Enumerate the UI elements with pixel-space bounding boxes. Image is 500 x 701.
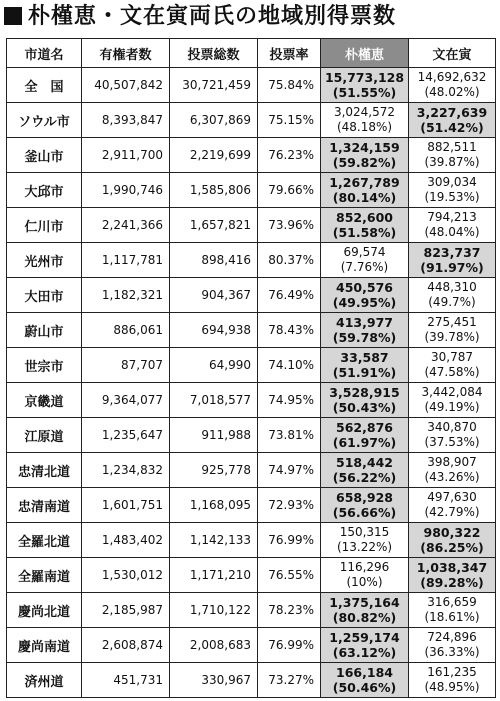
park-vote-count: 1,324,159: [329, 140, 400, 155]
moon-vote-percent: (51.42%): [420, 120, 484, 135]
park-vote-percent: (50.43%): [332, 400, 397, 415]
voters-cell: 1,990,746: [82, 173, 170, 208]
moon-vote-percent: (89.28%): [420, 575, 484, 590]
table-row: [7, 418, 496, 453]
moon-vote-count: 448,310: [427, 280, 477, 294]
region-name: 忠清南道: [7, 488, 82, 523]
turnout-cell: 76.23%: [258, 138, 321, 173]
turnout-cell: 73.96%: [258, 208, 321, 243]
region-name: 釜山市: [7, 138, 82, 173]
table-row: [7, 243, 496, 278]
park-votes-cell: [321, 208, 409, 243]
park-votes-cell: [321, 243, 409, 278]
total-votes-cell: 1,710,122: [170, 593, 258, 628]
park-vote-count: 658,928: [336, 490, 393, 505]
voters-cell: 2,241,366: [82, 208, 170, 243]
turnout-cell: 80.37%: [258, 243, 321, 278]
total-votes-cell: 1,171,210: [170, 558, 258, 593]
table-row: [7, 628, 496, 663]
moon-vote-count: 398,907: [427, 455, 477, 469]
park-vote-percent: (48.18%): [336, 120, 393, 134]
moon-vote-count: 794,213: [427, 210, 477, 224]
region-name: 慶尚北道: [7, 593, 82, 628]
moon-votes-cell: [409, 593, 496, 628]
park-vote-percent: (13.22%): [336, 540, 393, 554]
park-votes-cell: [321, 383, 409, 418]
park-votes-cell: [321, 593, 409, 628]
voters-cell: 1,601,751: [82, 488, 170, 523]
moon-vote-count: 3,227,639: [416, 105, 488, 120]
table-row: [7, 313, 496, 348]
turnout-cell: 76.49%: [258, 278, 321, 313]
park-vote-count: 69,574: [343, 245, 386, 259]
moon-vote-percent: (47.58%): [424, 365, 480, 379]
total-votes-cell: 1,657,821: [170, 208, 258, 243]
turnout-cell: 74.97%: [258, 453, 321, 488]
total-votes-cell: 911,988: [170, 418, 258, 453]
table-row: [7, 453, 496, 488]
park-vote-count: 33,587: [340, 350, 389, 365]
voters-cell: 40,507,842: [82, 68, 170, 103]
region-name: 仁川市: [7, 208, 82, 243]
park-votes-cell: [321, 348, 409, 383]
page-title: [4, 2, 396, 32]
table-row: [7, 663, 496, 698]
moon-votes-cell: [409, 68, 496, 103]
moon-vote-percent: (37.53%): [424, 435, 480, 449]
total-votes-cell: 30,721,459: [170, 68, 258, 103]
park-vote-percent: (80.82%): [332, 610, 397, 625]
total-votes-cell: 904,367: [170, 278, 258, 313]
park-vote-percent: (51.58%): [332, 225, 397, 240]
park-votes-cell: [321, 173, 409, 208]
total-votes-cell: 64,990: [170, 348, 258, 383]
park-votes-cell: [321, 138, 409, 173]
park-votes-cell: [321, 663, 409, 698]
turnout-cell: 75.15%: [258, 103, 321, 138]
park-vote-count: 1,259,174: [329, 630, 400, 645]
moon-votes-cell: [409, 138, 496, 173]
park-vote-percent: (51.55%): [332, 85, 397, 100]
moon-vote-count: 724,896: [427, 630, 477, 644]
park-vote-count: 562,876: [336, 420, 393, 435]
moon-vote-count: 161,235: [427, 665, 477, 679]
region-name: 世宗市: [7, 348, 82, 383]
moon-votes-cell: [409, 173, 496, 208]
table-header: [7, 39, 496, 68]
moon-votes-cell: [409, 313, 496, 348]
region-name: 江原道: [7, 418, 82, 453]
park-vote-percent: (51.91%): [332, 365, 397, 380]
turnout-cell: 72.93%: [258, 488, 321, 523]
park-vote-count: 518,442: [336, 455, 393, 470]
region-name: 全羅南道: [7, 558, 82, 593]
table-row: [7, 138, 496, 173]
moon-vote-percent: (49.7%): [428, 295, 476, 309]
moon-votes-cell: [409, 488, 496, 523]
park-vote-percent: (59.82%): [332, 155, 397, 170]
moon-vote-count: 309,034: [427, 175, 477, 189]
total-votes-cell: 1,168,095: [170, 488, 258, 523]
voters-cell: 1,182,321: [82, 278, 170, 313]
total-votes-cell: 7,018,577: [170, 383, 258, 418]
table-row: [7, 68, 496, 103]
moon-votes-cell: [409, 208, 496, 243]
park-votes-cell: [321, 418, 409, 453]
turnout-cell: 78.23%: [258, 593, 321, 628]
header-park: 朴槿恵: [321, 39, 409, 68]
region-name: 蔚山市: [7, 313, 82, 348]
park-vote-count: 450,576: [336, 280, 393, 295]
moon-vote-count: 275,451: [427, 315, 477, 329]
table-row: [7, 278, 496, 313]
moon-vote-percent: (39.78%): [424, 330, 480, 344]
turnout-cell: 73.81%: [258, 418, 321, 453]
moon-votes-cell: [409, 348, 496, 383]
total-votes-cell: 925,778: [170, 453, 258, 488]
header-turnout: 投票率: [258, 39, 321, 68]
region-name: 全羅北道: [7, 523, 82, 558]
table-row: [7, 488, 496, 523]
total-votes-cell: 330,967: [170, 663, 258, 698]
table-row: [7, 208, 496, 243]
table-row: [7, 593, 496, 628]
total-votes-cell: 694,938: [170, 313, 258, 348]
park-votes-cell: [321, 453, 409, 488]
moon-vote-count: 980,322: [423, 525, 481, 540]
header-voters: 有権者数: [82, 39, 170, 68]
moon-vote-percent: (91.97%): [420, 260, 484, 275]
moon-votes-cell: [409, 418, 496, 453]
total-votes-cell: 1,142,133: [170, 523, 258, 558]
park-vote-percent: (10%): [346, 575, 383, 589]
park-votes-cell: [321, 313, 409, 348]
region-name: 済州道: [7, 663, 82, 698]
park-vote-percent: (56.66%): [332, 505, 397, 520]
voters-cell: 1,235,647: [82, 418, 170, 453]
turnout-cell: 76.99%: [258, 628, 321, 663]
moon-vote-percent: (48.02%): [424, 85, 480, 99]
region-name: 京畿道: [7, 383, 82, 418]
voters-cell: 2,911,700: [82, 138, 170, 173]
moon-votes-cell: [409, 523, 496, 558]
park-vote-percent: (80.14%): [332, 190, 397, 205]
park-vote-percent: (63.12%): [332, 645, 397, 660]
header-region: 市道名: [7, 39, 82, 68]
region-name: 大邱市: [7, 173, 82, 208]
park-vote-percent: (61.97%): [332, 435, 397, 450]
turnout-cell: 73.27%: [258, 663, 321, 698]
moon-vote-percent: (48.95%): [424, 680, 480, 694]
total-votes-cell: 1,585,806: [170, 173, 258, 208]
moon-vote-count: 316,659: [427, 595, 477, 609]
moon-vote-count: 30,787: [431, 350, 473, 364]
page-title-text: 朴槿恵・文在寅両氏の地域別得票数: [28, 4, 397, 29]
moon-vote-count: 823,737: [423, 245, 481, 260]
region-name: 全 国: [7, 68, 82, 103]
park-votes-cell: [321, 523, 409, 558]
table-row: [7, 523, 496, 558]
park-votes-cell: [321, 68, 409, 103]
voters-cell: 9,364,077: [82, 383, 170, 418]
voters-cell: 886,061: [82, 313, 170, 348]
park-vote-percent: (50.46%): [332, 680, 397, 695]
table-row: [7, 348, 496, 383]
turnout-cell: 76.99%: [258, 523, 321, 558]
moon-vote-percent: (19.53%): [424, 190, 480, 204]
park-vote-count: 1,267,789: [329, 175, 400, 190]
moon-votes-cell: [409, 383, 496, 418]
total-votes-cell: 898,416: [170, 243, 258, 278]
region-name: 忠清北道: [7, 453, 82, 488]
moon-votes-cell: [409, 558, 496, 593]
moon-vote-percent: (43.26%): [424, 470, 480, 484]
region-name: ソウル市: [7, 103, 82, 138]
voters-cell: 1,234,832: [82, 453, 170, 488]
turnout-cell: 75.84%: [258, 68, 321, 103]
voters-cell: 2,608,874: [82, 628, 170, 663]
header-moon: 文在寅: [409, 39, 496, 68]
voters-cell: 87,707: [82, 348, 170, 383]
park-votes-cell: [321, 628, 409, 663]
moon-vote-percent: (86.25%): [420, 540, 484, 555]
table-row: [7, 383, 496, 418]
region-name: 光州市: [7, 243, 82, 278]
voters-cell: 1,483,402: [82, 523, 170, 558]
turnout-cell: 74.10%: [258, 348, 321, 383]
voters-cell: 8,393,847: [82, 103, 170, 138]
moon-vote-percent: (49.19%): [424, 400, 480, 414]
park-votes-cell: [321, 278, 409, 313]
park-vote-count: 150,315: [339, 525, 390, 539]
park-votes-cell: [321, 488, 409, 523]
header-total-votes: 投票総数: [170, 39, 258, 68]
moon-votes-cell: [409, 103, 496, 138]
moon-vote-percent: (18.61%): [424, 610, 480, 624]
voters-cell: 2,185,987: [82, 593, 170, 628]
moon-vote-count: 340,870: [427, 420, 477, 434]
moon-vote-percent: (36.33%): [424, 645, 480, 659]
park-vote-count: 15,773,128: [324, 70, 405, 85]
turnout-cell: 74.95%: [258, 383, 321, 418]
moon-votes-cell: [409, 453, 496, 488]
park-vote-percent: (49.95%): [332, 295, 397, 310]
region-name: 大田市: [7, 278, 82, 313]
park-vote-percent: (59.78%): [332, 330, 397, 345]
moon-votes-cell: [409, 243, 496, 278]
voters-cell: 451,731: [82, 663, 170, 698]
turnout-cell: 78.43%: [258, 313, 321, 348]
park-vote-count: 413,977: [336, 315, 393, 330]
park-vote-percent: (56.22%): [332, 470, 397, 485]
moon-votes-cell: [409, 663, 496, 698]
park-vote-count: 3,024,572: [333, 105, 396, 119]
region-name: 慶尚南道: [7, 628, 82, 663]
table-body: [7, 68, 496, 698]
voters-cell: 1,530,012: [82, 558, 170, 593]
moon-votes-cell: [409, 628, 496, 663]
moon-vote-percent: (42.79%): [424, 505, 480, 519]
park-votes-cell: [321, 103, 409, 138]
total-votes-cell: 6,307,869: [170, 103, 258, 138]
total-votes-cell: 2,219,699: [170, 138, 258, 173]
park-vote-count: 166,184: [336, 665, 393, 680]
park-votes-cell: [321, 558, 409, 593]
results-table: [6, 38, 496, 698]
park-vote-count: 852,600: [336, 210, 393, 225]
moon-vote-count: 497,630: [427, 490, 477, 504]
moon-vote-percent: (39.87%): [424, 155, 480, 169]
turnout-cell: 76.55%: [258, 558, 321, 593]
moon-vote-count: 14,692,632: [417, 70, 487, 84]
moon-vote-count: 882,511: [427, 140, 477, 154]
table-row: [7, 173, 496, 208]
total-votes-cell: 2,008,683: [170, 628, 258, 663]
park-vote-count: 1,375,164: [329, 595, 400, 610]
moon-votes-cell: [409, 278, 496, 313]
voters-cell: 1,117,781: [82, 243, 170, 278]
moon-vote-count: 1,038,347: [416, 560, 488, 575]
table-row: [7, 103, 496, 138]
table-row: [7, 558, 496, 593]
moon-vote-percent: (48.04%): [424, 225, 480, 239]
park-vote-count: 116,296: [339, 560, 390, 574]
park-vote-percent: (7.76%): [340, 260, 389, 274]
square-bullet-icon: [4, 7, 22, 25]
park-vote-count: 3,528,915: [329, 385, 400, 400]
moon-vote-count: 3,442,084: [421, 385, 483, 399]
turnout-cell: 79.66%: [258, 173, 321, 208]
